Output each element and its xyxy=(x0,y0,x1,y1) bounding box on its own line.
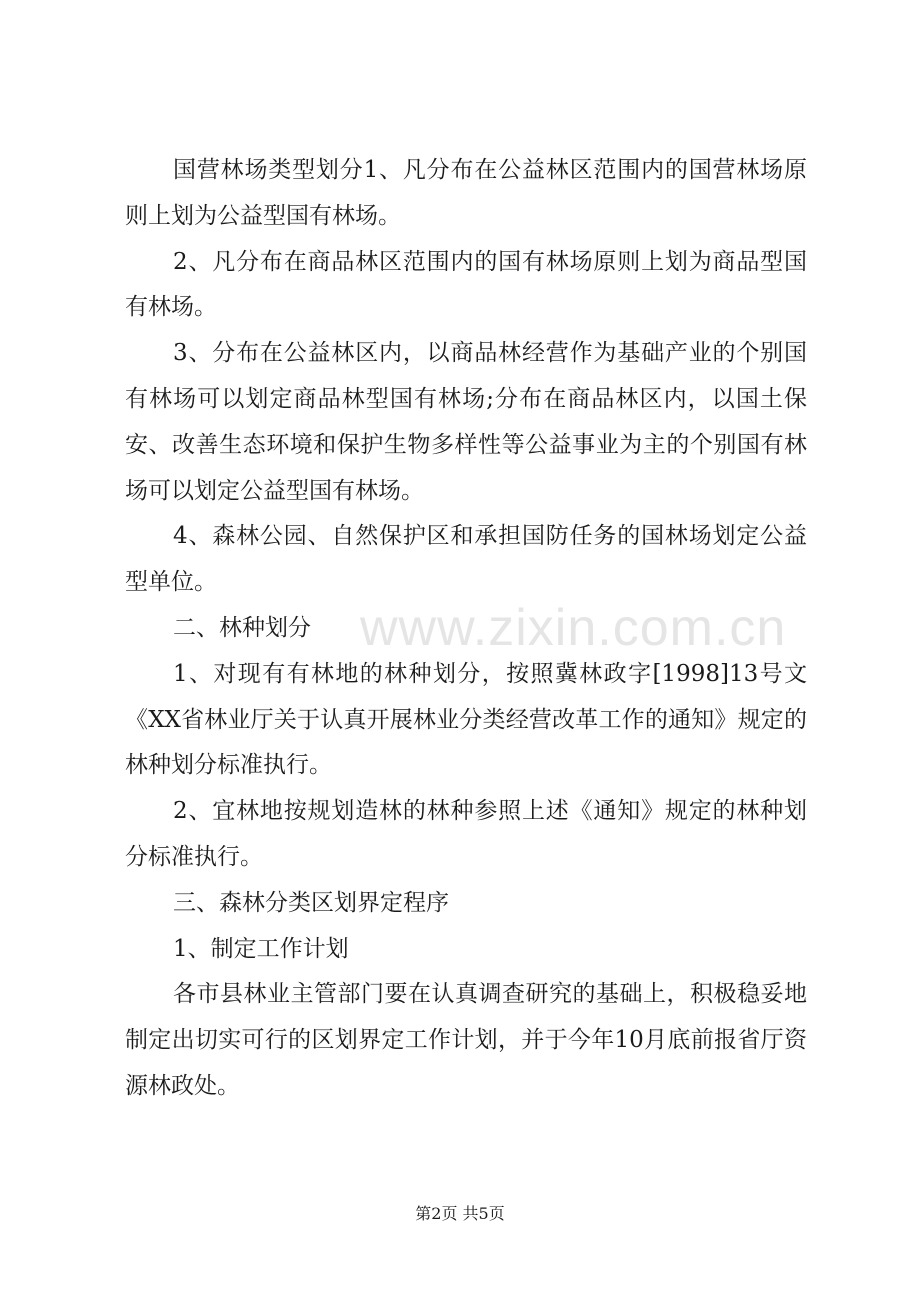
paragraph-6: 1、对现有有林地的林种划分，按照冀林政字[1998]13号文《XX省林业厅关于认真开展林业分类经营改革工作的通知》规定的林种划分标准执行。 xyxy=(125,660,807,779)
paragraph-4: 4、森林公园、自然保护区和承担国防任务的国林场划定公益型单位。 xyxy=(125,523,807,596)
section-heading-3: 三、森林分类区划界定程序 xyxy=(173,889,449,916)
paragraph-1: 国营林场类型划分1、凡分布在公益林区范围内的国营林场原则上划为公益型国有林场。 xyxy=(125,157,807,229)
paragraph-2: 2、凡分布在商品林区范围内的国有林场原则上划为商品型国有林场。 xyxy=(125,248,807,321)
paragraph-3: 3、分布在公益林区内，以商品林经营作为基础产业的个别国有林场可以划定商品林型国有林场;分布在商品林区内，以国土保安、改善生态环境和保护生物多样性等公益事业为主的个别国有林场可以划定公益型国有林场。 xyxy=(125,340,807,504)
section-heading-2: 二、林种划分 xyxy=(173,614,311,641)
subheading-work-plan: 1、制定工作计划 xyxy=(173,935,349,962)
page-footer: 第2页 共5页 xyxy=(415,1204,505,1223)
watermark: www.zixin.com.cn xyxy=(360,599,787,657)
paragraph-10: 各市县林业主管部门要在认真调查研究的基础上，积极稳妥地制定出切实可行的区划界定工作计划，并于今年10月底前报省厅资源林政处。 xyxy=(125,981,807,1099)
paragraph-7: 2、宜林地按规划造林的林种参照上述《通知》规定的林种划分标准执行。 xyxy=(125,798,807,870)
